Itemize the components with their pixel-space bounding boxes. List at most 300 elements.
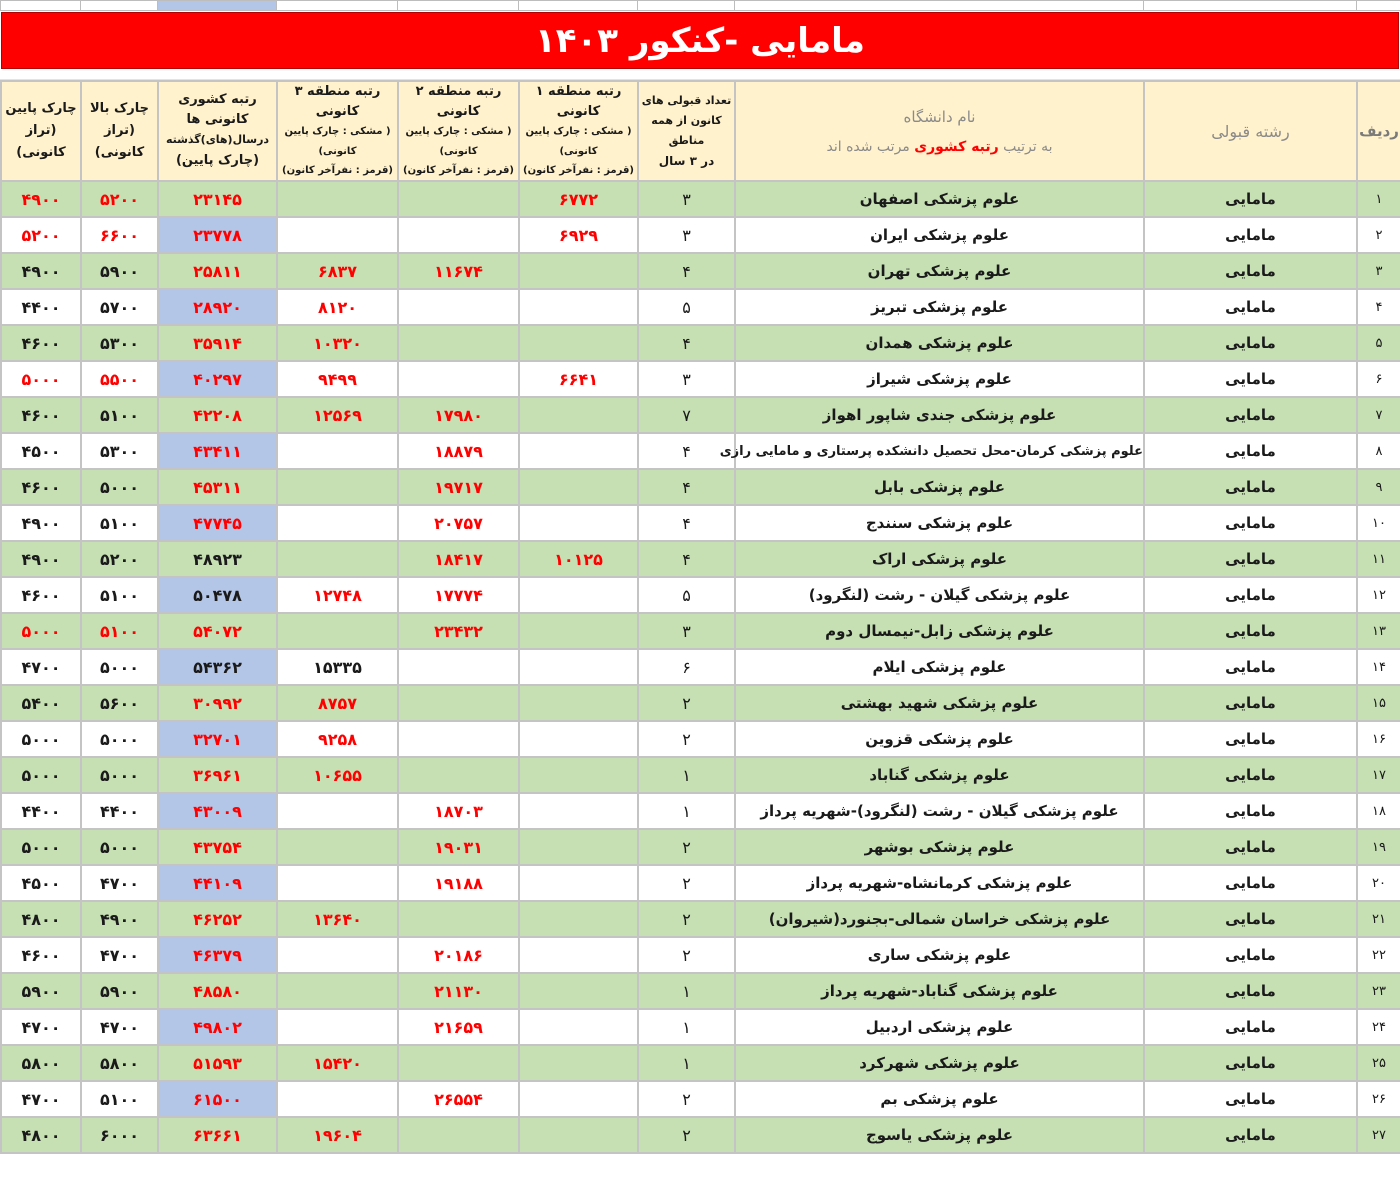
cell-admission-count: ۲ bbox=[638, 865, 735, 901]
table-row bbox=[1, 253, 1400, 289]
cell-index: ۱۶ bbox=[1357, 721, 1400, 757]
cell-admission-count: ۵ bbox=[638, 289, 735, 325]
header-sublabel: درسال(های)گذشته bbox=[165, 133, 270, 146]
cell-region2-rank: ۲۶۵۵۴ bbox=[398, 1081, 519, 1117]
cell-field: مامایی bbox=[1144, 433, 1357, 469]
cell-region3-rank bbox=[277, 181, 398, 217]
cell-region1-rank bbox=[519, 793, 638, 829]
header-region3-rank bbox=[277, 81, 398, 181]
header-sublabel: (تراز کانونی) bbox=[16, 123, 66, 160]
table-row bbox=[1, 613, 1400, 649]
cell-national-rank: ۴۵۳۱۱ bbox=[158, 469, 277, 505]
cell-national-rank: ۴۰۲۹۷ bbox=[158, 361, 277, 397]
cell-university: علوم پزشکی گیلان - رشت (لنگرود) bbox=[735, 577, 1144, 613]
cell-index: ۷ bbox=[1357, 397, 1400, 433]
cell-field: مامایی bbox=[1144, 541, 1357, 577]
cell-field: مامایی bbox=[1144, 289, 1357, 325]
cell-region3-rank: ۱۳۶۴۰ bbox=[277, 901, 398, 937]
cell-region1-rank bbox=[519, 253, 638, 289]
table-row bbox=[1, 577, 1400, 613]
header-sublabel: (چارک پایین) bbox=[175, 153, 260, 168]
cell-index: ۶ bbox=[1357, 361, 1400, 397]
cell-high-score: ۶۰۰۰ bbox=[81, 1117, 158, 1153]
sort-note-post: مرتب شده اند bbox=[826, 139, 915, 155]
cell-high-score: ۴۹۰۰ bbox=[81, 901, 158, 937]
table-row bbox=[1, 757, 1400, 793]
cell-index: ۹ bbox=[1357, 469, 1400, 505]
header-region1-rank bbox=[519, 81, 638, 181]
cell-low-score: ۴۷۰۰ bbox=[1, 1009, 81, 1045]
cell-field: مامایی bbox=[1144, 181, 1357, 217]
table-row bbox=[1, 685, 1400, 721]
cell-low-score: ۴۶۰۰ bbox=[1, 469, 81, 505]
cell-index: ۱۷ bbox=[1357, 757, 1400, 793]
cell-region2-rank bbox=[398, 721, 519, 757]
fragment-cell bbox=[398, 1, 519, 11]
fragment-cell bbox=[277, 1, 398, 11]
cell-national-rank: ۳۲۷۰۱ bbox=[158, 721, 277, 757]
table-row bbox=[1, 865, 1400, 901]
cell-region1-rank bbox=[519, 577, 638, 613]
cell-field: مامایی bbox=[1144, 1009, 1357, 1045]
cell-admission-count: ۲ bbox=[638, 685, 735, 721]
cell-high-score: ۴۷۰۰ bbox=[81, 1009, 158, 1045]
cell-high-score: ۵۰۰۰ bbox=[81, 829, 158, 865]
cell-admission-count: ۴ bbox=[638, 253, 735, 289]
cell-high-score: ۵۹۰۰ bbox=[81, 253, 158, 289]
cell-region1-rank bbox=[519, 1081, 638, 1117]
cell-index: ۲۶ bbox=[1357, 1081, 1400, 1117]
table-row bbox=[1, 1045, 1400, 1081]
cell-high-score: ۵۶۰۰ bbox=[81, 685, 158, 721]
cell-index: ۲۷ bbox=[1357, 1117, 1400, 1153]
header-sublabel: ( مشکی : چارک پایین کانونی) bbox=[405, 126, 512, 157]
header-region2-rank bbox=[398, 81, 519, 181]
cell-field: مامایی bbox=[1144, 901, 1357, 937]
cell-national-rank: ۵۴۳۶۲ bbox=[158, 649, 277, 685]
cell-field: مامایی bbox=[1144, 721, 1357, 757]
results-body bbox=[1, 181, 1400, 1153]
cell-region2-rank bbox=[398, 1117, 519, 1153]
cell-low-score: ۴۵۰۰ bbox=[1, 865, 81, 901]
cell-national-rank: ۴۳۷۵۴ bbox=[158, 829, 277, 865]
cell-region1-rank bbox=[519, 433, 638, 469]
cell-low-score: ۵۰۰۰ bbox=[1, 613, 81, 649]
cell-region3-rank: ۱۵۴۲۰ bbox=[277, 1045, 398, 1081]
cell-field: مامایی bbox=[1144, 469, 1357, 505]
table-row bbox=[1, 325, 1400, 361]
cell-high-score: ۵۱۰۰ bbox=[81, 577, 158, 613]
cell-national-rank: ۴۶۲۵۲ bbox=[158, 901, 277, 937]
fragment-cell bbox=[638, 1, 735, 11]
cell-field: مامایی bbox=[1144, 253, 1357, 289]
cell-region1-rank: ۶۹۲۹ bbox=[519, 217, 638, 253]
cell-field: مامایی bbox=[1144, 325, 1357, 361]
cell-university: علوم پزشکی قزوین bbox=[735, 721, 1144, 757]
cell-high-score: ۵۱۰۰ bbox=[81, 397, 158, 433]
table-row bbox=[1, 1081, 1400, 1117]
cell-low-score: ۵۰۰۰ bbox=[1, 829, 81, 865]
table-row bbox=[1, 469, 1400, 505]
cell-admission-count: ۴ bbox=[638, 541, 735, 577]
cell-region1-rank bbox=[519, 685, 638, 721]
cell-region1-rank bbox=[519, 397, 638, 433]
cell-index: ۱۴ bbox=[1357, 649, 1400, 685]
cell-region1-rank bbox=[519, 1009, 638, 1045]
header-sublabel: (تراز کانونی) bbox=[94, 123, 145, 160]
cell-high-score: ۵۷۰۰ bbox=[81, 289, 158, 325]
cell-admission-count: ۳ bbox=[638, 613, 735, 649]
cell-region3-rank: ۹۲۵۸ bbox=[277, 721, 398, 757]
cell-low-score: ۴۷۰۰ bbox=[1, 649, 81, 685]
cell-field: مامایی bbox=[1144, 613, 1357, 649]
cell-low-score: ۵۰۰۰ bbox=[1, 361, 81, 397]
cell-high-score: ۴۷۰۰ bbox=[81, 865, 158, 901]
cell-index: ۱۸ bbox=[1357, 793, 1400, 829]
cell-region1-rank: ۶۷۷۲ bbox=[519, 181, 638, 217]
cell-university: علوم پزشکی گناباد bbox=[735, 757, 1144, 793]
header-label: رتبه منطقه ۱ کانونی bbox=[535, 84, 622, 119]
cell-region2-rank bbox=[398, 361, 519, 397]
cell-region2-rank: ۱۷۹۸۰ bbox=[398, 397, 519, 433]
cell-index: ۱۲ bbox=[1357, 577, 1400, 613]
header-university bbox=[735, 81, 1144, 181]
cell-region2-rank: ۲۱۶۵۹ bbox=[398, 1009, 519, 1045]
cell-admission-count: ۴ bbox=[638, 469, 735, 505]
cell-national-rank: ۶۳۶۶۱ bbox=[158, 1117, 277, 1153]
cell-university: علوم پزشکی شهید بهشتی bbox=[735, 685, 1144, 721]
table-row bbox=[1, 181, 1400, 217]
cell-region3-rank: ۸۷۵۷ bbox=[277, 685, 398, 721]
cell-national-rank: ۲۵۸۱۱ bbox=[158, 253, 277, 289]
cell-high-score: ۵۲۰۰ bbox=[81, 181, 158, 217]
cell-region2-rank: ۲۳۴۳۲ bbox=[398, 613, 519, 649]
cell-university: علوم پزشکی اصفهان bbox=[735, 181, 1144, 217]
cell-index: ۱۹ bbox=[1357, 829, 1400, 865]
table-row bbox=[1, 721, 1400, 757]
cell-high-score: ۵۲۰۰ bbox=[81, 541, 158, 577]
cell-high-score: ۵۵۰۰ bbox=[81, 361, 158, 397]
cell-national-rank: ۶۱۵۰۰ bbox=[158, 1081, 277, 1117]
cell-region1-rank bbox=[519, 505, 638, 541]
header-label: رشته قبولی bbox=[1211, 121, 1290, 141]
cell-high-score: ۵۹۰۰ bbox=[81, 973, 158, 1009]
cell-low-score: ۴۷۰۰ bbox=[1, 1081, 81, 1117]
cell-admission-count: ۱ bbox=[638, 973, 735, 1009]
spacer bbox=[0, 69, 1400, 80]
cell-national-rank: ۵۴۰۷۲ bbox=[158, 613, 277, 649]
header-sublabel: ( مشکی : چارک پایین کانونی) bbox=[525, 126, 632, 157]
page-title: مامایی -کنکور ۱۴۰۳ bbox=[535, 20, 865, 61]
cell-low-score: ۴۸۰۰ bbox=[1, 1117, 81, 1153]
cell-region2-rank bbox=[398, 757, 519, 793]
cell-university: علوم پزشکی جندی شاپور اهواز bbox=[735, 397, 1144, 433]
cell-high-score: ۶۶۰۰ bbox=[81, 217, 158, 253]
cell-region2-rank: ۲۱۱۳۰ bbox=[398, 973, 519, 1009]
fragment-cell bbox=[519, 1, 638, 11]
cell-region2-rank bbox=[398, 901, 519, 937]
cell-region2-rank: ۲۰۷۵۷ bbox=[398, 505, 519, 541]
cell-region2-rank bbox=[398, 217, 519, 253]
cell-region1-rank bbox=[519, 613, 638, 649]
cell-admission-count: ۳ bbox=[638, 361, 735, 397]
header-label: تعداد قبولی های bbox=[641, 94, 732, 107]
header-label: رتبه منطقه ۲ کانونی bbox=[415, 84, 502, 119]
table-row bbox=[1, 541, 1400, 577]
cell-high-score: ۵۳۰۰ bbox=[81, 325, 158, 361]
cell-admission-count: ۷ bbox=[638, 397, 735, 433]
cell-index: ۱۵ bbox=[1357, 685, 1400, 721]
cell-low-score: ۵۸۰۰ bbox=[1, 1045, 81, 1081]
cell-field: مامایی bbox=[1144, 397, 1357, 433]
cell-university: علوم پزشکی گناباد-شهریه پرداز bbox=[735, 973, 1144, 1009]
cell-university: علوم پزشکی ایران bbox=[735, 217, 1144, 253]
cell-field: مامایی bbox=[1144, 217, 1357, 253]
cell-admission-count: ۲ bbox=[638, 1081, 735, 1117]
cell-admission-count: ۲ bbox=[638, 901, 735, 937]
cell-region2-rank: ۱۱۶۷۴ bbox=[398, 253, 519, 289]
header-sublabel: (قرمز : نفرآخر کانون) bbox=[523, 165, 634, 176]
cell-region3-rank: ۹۴۹۹ bbox=[277, 361, 398, 397]
cell-national-rank: ۵۱۵۹۳ bbox=[158, 1045, 277, 1081]
cell-region1-rank: ۱۰۱۲۵ bbox=[519, 541, 638, 577]
cell-high-score: ۵۰۰۰ bbox=[81, 649, 158, 685]
cell-university: علوم پزشکی تهران bbox=[735, 253, 1144, 289]
header-admission-count bbox=[638, 81, 735, 181]
cell-high-score: ۵۳۰۰ bbox=[81, 433, 158, 469]
cell-university: علوم پزشکی اردبیل bbox=[735, 1009, 1144, 1045]
cell-field: مامایی bbox=[1144, 577, 1357, 613]
cell-region2-rank bbox=[398, 685, 519, 721]
cell-region3-rank bbox=[277, 433, 398, 469]
cell-national-rank: ۳۰۹۹۲ bbox=[158, 685, 277, 721]
cell-region1-rank bbox=[519, 649, 638, 685]
cell-region3-rank: ۱۰۶۵۵ bbox=[277, 757, 398, 793]
cell-low-score: ۴۹۰۰ bbox=[1, 181, 81, 217]
cell-high-score: ۵۱۰۰ bbox=[81, 1081, 158, 1117]
cell-low-score: ۴۴۰۰ bbox=[1, 289, 81, 325]
cell-low-score: ۴۶۰۰ bbox=[1, 937, 81, 973]
cell-region3-rank bbox=[277, 829, 398, 865]
cell-national-rank: ۲۸۹۲۰ bbox=[158, 289, 277, 325]
cell-university: علوم پزشکی شهرکرد bbox=[735, 1045, 1144, 1081]
cell-region2-rank: ۱۷۷۷۴ bbox=[398, 577, 519, 613]
results-table bbox=[0, 80, 1400, 1154]
cell-region3-rank bbox=[277, 217, 398, 253]
cell-high-score: ۵۱۰۰ bbox=[81, 613, 158, 649]
cell-region3-rank bbox=[277, 793, 398, 829]
cell-field: مامایی bbox=[1144, 361, 1357, 397]
cell-region3-rank: ۱۰۳۲۰ bbox=[277, 325, 398, 361]
cell-region1-rank bbox=[519, 289, 638, 325]
header-label: ردیف bbox=[1359, 122, 1399, 140]
cell-university: علوم پزشکی زابل-نیمسال دوم bbox=[735, 613, 1144, 649]
cell-field: مامایی bbox=[1144, 649, 1357, 685]
cell-field: مامایی bbox=[1144, 973, 1357, 1009]
cell-low-score: ۴۹۰۰ bbox=[1, 541, 81, 577]
cell-index: ۲۳ bbox=[1357, 973, 1400, 1009]
cell-region2-rank bbox=[398, 289, 519, 325]
cell-low-score: ۴۹۰۰ bbox=[1, 253, 81, 289]
cell-high-score: ۵۰۰۰ bbox=[81, 757, 158, 793]
cell-region1-rank bbox=[519, 721, 638, 757]
cell-low-score: ۵۰۰۰ bbox=[1, 757, 81, 793]
cell-national-rank: ۴۳۰۰۹ bbox=[158, 793, 277, 829]
cell-index: ۲۲ bbox=[1357, 937, 1400, 973]
cell-region1-rank: ۶۶۴۱ bbox=[519, 361, 638, 397]
cell-university: علوم پزشکی بم bbox=[735, 1081, 1144, 1117]
cell-region3-rank: ۱۲۷۴۸ bbox=[277, 577, 398, 613]
cell-low-score: ۵۰۰۰ bbox=[1, 721, 81, 757]
cell-field: مامایی bbox=[1144, 505, 1357, 541]
cell-high-score: ۵۸۰۰ bbox=[81, 1045, 158, 1081]
cell-admission-count: ۴ bbox=[638, 505, 735, 541]
cell-region2-rank bbox=[398, 325, 519, 361]
fragment-cell bbox=[158, 1, 277, 11]
cell-region3-rank bbox=[277, 505, 398, 541]
table-row bbox=[1, 289, 1400, 325]
cell-admission-count: ۳ bbox=[638, 181, 735, 217]
header-national-rank bbox=[158, 81, 277, 181]
cell-region3-rank bbox=[277, 937, 398, 973]
table-row bbox=[1, 829, 1400, 865]
cell-low-score: ۴۶۰۰ bbox=[1, 577, 81, 613]
cell-region2-rank: ۱۹۰۳۱ bbox=[398, 829, 519, 865]
cell-national-rank: ۵۰۴۷۸ bbox=[158, 577, 277, 613]
cell-region1-rank bbox=[519, 1045, 638, 1081]
cell-field: مامایی bbox=[1144, 757, 1357, 793]
cell-index: ۱۳ bbox=[1357, 613, 1400, 649]
header-sublabel: در ۳ سال bbox=[658, 154, 715, 168]
cell-university: علوم پزشکی همدان bbox=[735, 325, 1144, 361]
cell-national-rank: ۲۳۱۴۵ bbox=[158, 181, 277, 217]
header-label: نام دانشگاه bbox=[903, 108, 976, 126]
cell-low-score: ۴۵۰۰ bbox=[1, 433, 81, 469]
fragment-cell bbox=[1357, 1, 1400, 11]
table-row bbox=[1, 361, 1400, 397]
cell-index: ۲ bbox=[1357, 217, 1400, 253]
cell-admission-count: ۲ bbox=[638, 1117, 735, 1153]
cell-university: علوم پزشکی خراسان شمالی-بجنورد(شیروان) bbox=[735, 901, 1144, 937]
cell-national-rank: ۴۸۵۸۰ bbox=[158, 973, 277, 1009]
cell-university: علوم پزشکی تبریز bbox=[735, 289, 1144, 325]
cell-region3-rank bbox=[277, 865, 398, 901]
cell-index: ۵ bbox=[1357, 325, 1400, 361]
cell-admission-count: ۱ bbox=[638, 793, 735, 829]
cell-admission-count: ۵ bbox=[638, 577, 735, 613]
cell-national-rank: ۳۶۹۶۱ bbox=[158, 757, 277, 793]
table-row bbox=[1, 433, 1400, 469]
cell-field: مامایی bbox=[1144, 1117, 1357, 1153]
cell-region2-rank bbox=[398, 181, 519, 217]
cell-low-score: ۴۹۰۰ bbox=[1, 505, 81, 541]
cell-national-rank: ۴۲۲۰۸ bbox=[158, 397, 277, 433]
cell-admission-count: ۲ bbox=[638, 721, 735, 757]
cell-national-rank: ۲۳۷۷۸ bbox=[158, 217, 277, 253]
cell-national-rank: ۴۶۳۷۹ bbox=[158, 937, 277, 973]
cell-field: مامایی bbox=[1144, 1081, 1357, 1117]
table-row bbox=[1, 937, 1400, 973]
table-row bbox=[1, 1009, 1400, 1045]
cell-high-score: ۴۷۰۰ bbox=[81, 937, 158, 973]
cell-region1-rank bbox=[519, 937, 638, 973]
table-row bbox=[1, 973, 1400, 1009]
cell-admission-count: ۴ bbox=[638, 433, 735, 469]
table-row bbox=[1, 217, 1400, 253]
cell-index: ۸ bbox=[1357, 433, 1400, 469]
fragment-cell bbox=[1144, 1, 1357, 11]
cell-field: مامایی bbox=[1144, 829, 1357, 865]
cell-region1-rank bbox=[519, 469, 638, 505]
cell-index: ۳ bbox=[1357, 253, 1400, 289]
cell-region3-rank: ۱۹۶۰۴ bbox=[277, 1117, 398, 1153]
cell-low-score: ۴۸۰۰ bbox=[1, 901, 81, 937]
cell-region3-rank bbox=[277, 1081, 398, 1117]
title-banner bbox=[1, 12, 1399, 69]
cell-university: علوم پزشکی شیراز bbox=[735, 361, 1144, 397]
cell-index: ۱ bbox=[1357, 181, 1400, 217]
cell-region3-rank bbox=[277, 469, 398, 505]
cell-region3-rank bbox=[277, 613, 398, 649]
cell-national-rank: ۴۷۷۴۵ bbox=[158, 505, 277, 541]
header-row bbox=[1, 81, 1400, 181]
cell-high-score: ۵۰۰۰ bbox=[81, 469, 158, 505]
cell-national-rank: ۴۳۴۱۱ bbox=[158, 433, 277, 469]
header-sublabel: (قرمز : نفرآخر کانون) bbox=[403, 165, 514, 176]
header-sublabel: ( مشکی : چارک پایین کانونی) bbox=[284, 126, 391, 157]
cell-admission-count: ۴ bbox=[638, 325, 735, 361]
cell-field: مامایی bbox=[1144, 937, 1357, 973]
header-label: چارک بالا bbox=[89, 101, 149, 116]
header-index bbox=[1357, 81, 1400, 181]
cell-region1-rank bbox=[519, 901, 638, 937]
cell-admission-count: ۲ bbox=[638, 829, 735, 865]
cell-admission-count: ۳ bbox=[638, 217, 735, 253]
cell-national-rank: ۴۸۹۲۳ bbox=[158, 541, 277, 577]
cell-admission-count: ۲ bbox=[638, 937, 735, 973]
cell-low-score: ۴۶۰۰ bbox=[1, 325, 81, 361]
cell-low-score: ۵۴۰۰ bbox=[1, 685, 81, 721]
cell-region1-rank bbox=[519, 325, 638, 361]
cell-university: علوم پزشکی اراک bbox=[735, 541, 1144, 577]
header-label: رتبه منطقه ۳ کانونی bbox=[294, 84, 381, 119]
cell-region3-rank bbox=[277, 541, 398, 577]
cell-admission-count: ۱ bbox=[638, 1045, 735, 1081]
cell-index: ۴ bbox=[1357, 289, 1400, 325]
cell-index: ۲۴ bbox=[1357, 1009, 1400, 1045]
cell-university: علوم پزشکی کرمانشاه-شهریه پرداز bbox=[735, 865, 1144, 901]
cell-national-rank: ۳۵۹۱۴ bbox=[158, 325, 277, 361]
cell-index: ۲۱ bbox=[1357, 901, 1400, 937]
cell-region2-rank: ۱۹۷۱۷ bbox=[398, 469, 519, 505]
cell-national-rank: ۴۹۸۰۲ bbox=[158, 1009, 277, 1045]
cell-university: علوم پزشکی بوشهر bbox=[735, 829, 1144, 865]
cell-university: علوم پزشکی بابل bbox=[735, 469, 1144, 505]
cell-region2-rank: ۱۸۸۷۹ bbox=[398, 433, 519, 469]
cell-university: علوم پزشکی سنندج bbox=[735, 505, 1144, 541]
table-row bbox=[1, 397, 1400, 433]
cell-university: علوم پزشکی ساری bbox=[735, 937, 1144, 973]
cell-high-score: ۵۱۰۰ bbox=[81, 505, 158, 541]
header-sublabel: کانون از همه مناطق bbox=[651, 114, 722, 147]
cell-region3-rank: ۱۵۳۳۵ bbox=[277, 649, 398, 685]
results-table-container bbox=[0, 80, 1400, 1154]
cell-region1-rank bbox=[519, 757, 638, 793]
previous-table-fragment bbox=[0, 0, 1400, 11]
cell-university: علوم پزشکی یاسوج bbox=[735, 1117, 1144, 1153]
table-row bbox=[1, 649, 1400, 685]
cell-index: ۱۰ bbox=[1357, 505, 1400, 541]
